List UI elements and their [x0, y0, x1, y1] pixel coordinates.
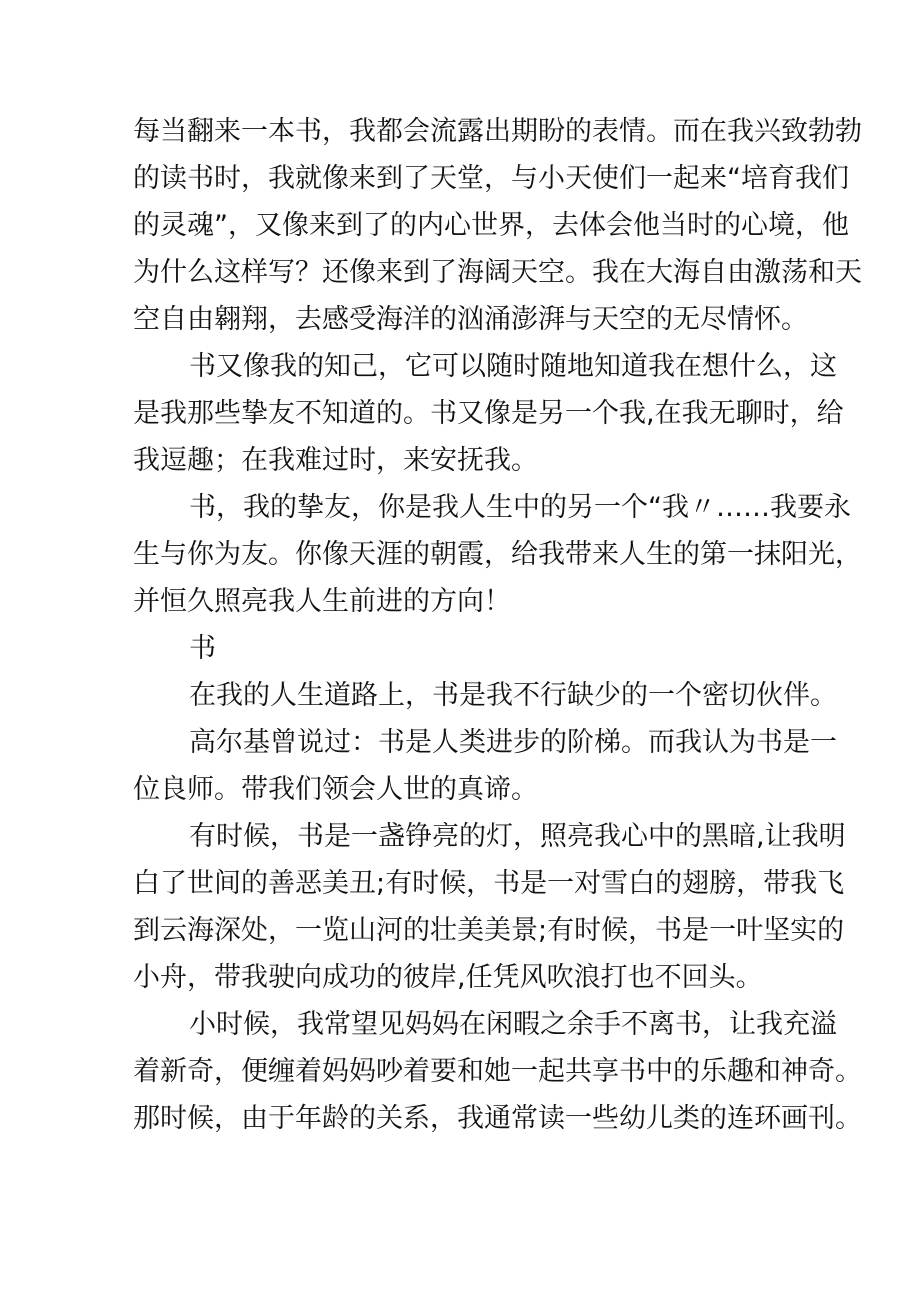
- paragraph-start-line: 书，我的挚友，你是我人生中的另一个“我〃……我要永: [189, 492, 851, 523]
- text-line: 我逗趣；在我难过时，来安抚我。: [133, 445, 538, 476]
- text-line: 并恒久照亮我人生前进的方向！: [133, 586, 511, 617]
- text-line: 每当翻来一本书，我都会流露出期盼的表情。而在我兴致勃勃: [133, 116, 862, 147]
- paragraph-start-line: 小时候，我常望见妈妈在闲暇之余手不离书，让我充溢: [189, 1009, 837, 1040]
- text-line: 为什么这样写？还像来到了海阔天空。我在大海自由激荡和天: [133, 257, 862, 288]
- text-line: 小舟，带我驶向成功的彼岸,任凭风吹浪打也不回头。: [133, 962, 763, 993]
- section-title: 书: [189, 633, 216, 664]
- text-line: 那时候，由于年龄的关系，我通常读一些幼儿类的连环画刊。: [133, 1103, 862, 1134]
- text-line: 是我那些挚友不知道的。书又像是另一个我,在我无聊时，给: [133, 398, 844, 429]
- paragraph-start-line: 书又像我的知己，它可以随时随地知道我在想什么，这: [189, 351, 837, 382]
- document-body: [133, 108, 862, 1142]
- text-line: 位良师。带我们领会人世的真谛。: [133, 774, 538, 805]
- text-line: 着新奇，便缠着妈妈吵着要和她一起共享书中的乐趣和神奇。: [133, 1056, 862, 1087]
- text-line: 的读书时，我就像来到了天堂，与小天使们一起来“培育我们: [133, 163, 849, 194]
- text-line: 的灵魂”，又像来到了的内心世界，去体会他当时的心境，他: [133, 210, 849, 241]
- text-line: 白了世间的善恶美丑;有时候，书是一对雪白的翅膀，带我飞: [133, 868, 845, 899]
- paragraph-start-line: 有时候，书是一盏铮亮的灯，照亮我心中的黑暗,让我明: [189, 821, 846, 852]
- text-line: 空自由翱翔，去感受海洋的汹涌澎湃与天空的无尽情怀。: [133, 304, 808, 335]
- paragraph-start-line: 在我的人生道路上，书是我不行缺少的一个密切伙伴。: [189, 680, 837, 711]
- text-line: 到云海深处，一览山河的壮美美景;有时候，书是一叶坚实的: [133, 915, 845, 946]
- text-line: 生与你为友。你像天涯的朝霞，给我带来人生的第一抹阳光，: [133, 539, 862, 570]
- paragraph-start-line: 高尔基曾说过：书是人类进步的阶梯。而我认为书是一: [189, 727, 837, 758]
